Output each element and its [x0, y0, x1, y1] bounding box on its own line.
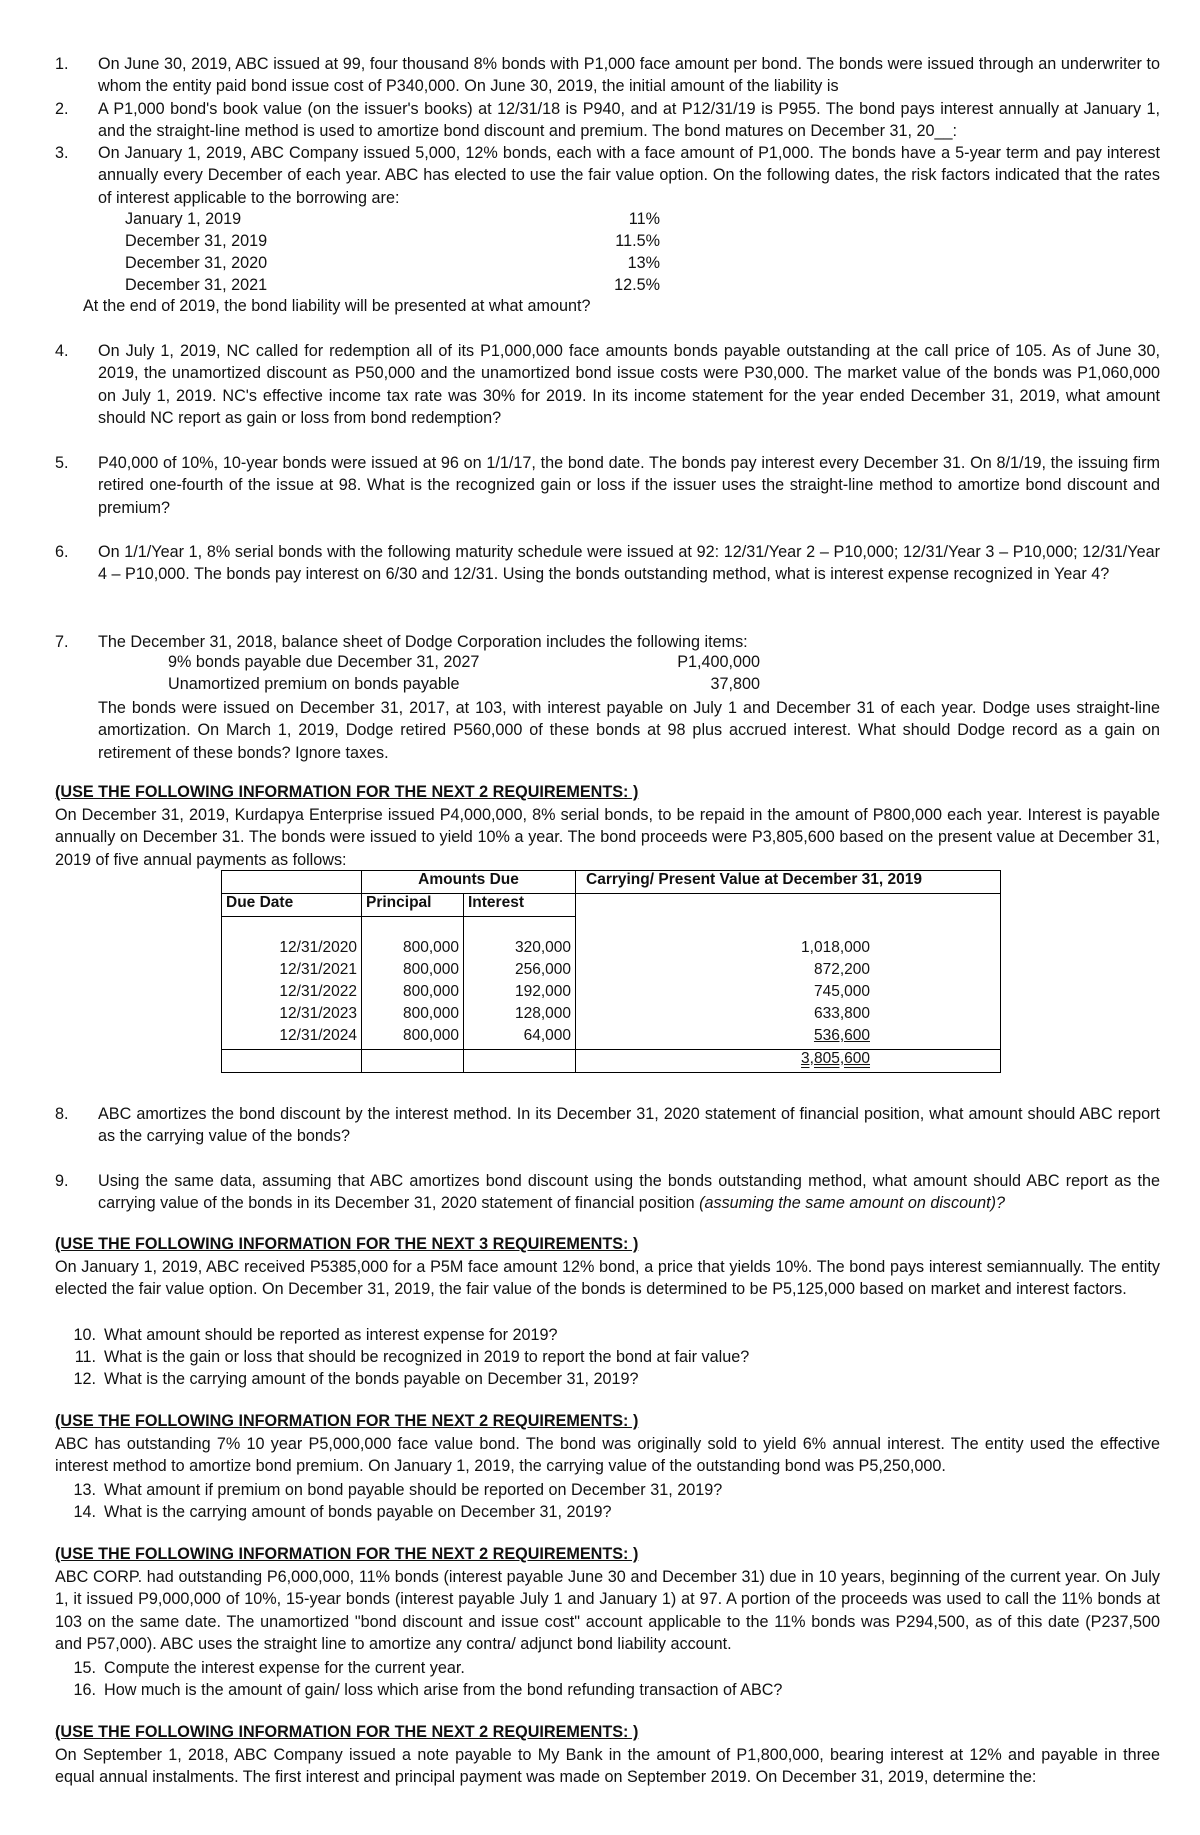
cell-principal: 800,000	[362, 1005, 464, 1027]
question-text: A P1,000 bond's book value (on the issuer's books) at 12/31/18 is P940, and at P12/31/19 is P955. The bond pays interest annually at January 1, and the straight-line method is used to amortize bond discount and premium. The bond matures on December 31, 20__:	[98, 100, 1160, 141]
rate-value: 11%	[628, 210, 660, 228]
cell-present-value: 633,800	[576, 1005, 1001, 1027]
question-text: The bonds were issued on December 31, 2017, at 103, with interest payable on July 1 and December 31 of each year. Dodge uses straight-line amortization. On March 1, 2019, Dodge retired P560,000 of these bonds at 98 plus accrued interest. What should Dodge record as a gain on retirement of these bonds? Ignore taxes.	[98, 699, 1160, 762]
total-present-value: 3,805,600	[801, 1050, 870, 1067]
sub-question-10	[68, 1324, 558, 1346]
sub-question-text: What is the carrying amount of bonds payable on December 31, 2019?	[104, 1503, 612, 1521]
sub-question-11	[68, 1346, 749, 1368]
question-number: 5.	[55, 454, 69, 472]
question-9	[55, 1170, 1160, 1215]
cell-present-value: 745,000	[576, 983, 1001, 1005]
question-text: P40,000 of 10%, 10-year bonds were issued at 96 on 1/1/17, the bond date. The bonds pay interest every December 31. On 8/1/19, the issuing firm retired one-fourth of the issue at 98. What is the recognized gain or loss if the issuer uses the straight-line method to amortize bond discount and premium?	[98, 454, 1160, 517]
cell-total	[576, 1050, 1001, 1073]
sub-question-number: 14.	[73, 1503, 96, 1521]
cell-interest: 128,000	[464, 1005, 576, 1027]
table-row	[222, 961, 1001, 983]
question-4	[55, 340, 1160, 429]
header-principal: Principal	[362, 894, 464, 917]
rate-date: December 31, 2019	[125, 232, 268, 250]
cell-due-date: 12/31/2023	[222, 1005, 362, 1027]
question-7	[55, 631, 1160, 653]
table-cell-empty	[576, 894, 1001, 917]
question-intro: The December 31, 2018, balance sheet of Dodge Corporation includes the following items:	[98, 633, 748, 651]
cell-present-value: 1,018,000	[576, 939, 1001, 961]
table-cell-empty	[464, 917, 576, 940]
question-3	[55, 142, 1160, 209]
question-number: 4.	[55, 342, 69, 360]
sub-question-13	[68, 1479, 722, 1501]
cell-interest: 320,000	[464, 939, 576, 961]
table-cell-empty	[362, 917, 464, 940]
cell-present-value: 872,200	[576, 961, 1001, 983]
sub-question-12	[68, 1368, 639, 1390]
sub-question-text: Compute the interest expense for the current year.	[104, 1659, 465, 1677]
question-number: 2.	[55, 100, 69, 118]
section-text: ABC has outstanding 7% 10 year P5,000,000 face value bond. The bond was originally sold to yield 6% annual interest. The entity used the effective interest method to amortize bond premium. On January 1, 2019, the carrying value of the outstanding bond was P5,250,000.	[55, 1435, 1160, 1476]
cell-present-value	[576, 1027, 1001, 1050]
balance-item-value: P1,400,000	[677, 653, 760, 671]
question-text: On 1/1/Year 1, 8% serial bonds with the following maturity schedule were issued at 92: 12/31/Year 2 – P10,000; 12/31/Year 3 – P10,000; 12/31/Year 4 – P10,000. The bonds pay interest on 6/30 and 12/31. Using the bonds outstanding method, what is interest expense recognized in Year 4?	[98, 543, 1160, 584]
cell-due-date: 12/31/2024	[222, 1027, 362, 1050]
sub-question-text: How much is the amount of gain/ loss which arise from the bond refunding transaction of ABC?	[104, 1681, 783, 1699]
sub-question-number: 16.	[73, 1681, 96, 1699]
table-row	[222, 939, 1001, 961]
question-7-body	[55, 697, 1160, 764]
header-due-date: Due Date	[222, 894, 362, 917]
cell-due-date: 12/31/2020	[222, 939, 362, 961]
question-text: On January 1, 2019, ABC Company issued 5,000, 12% bonds, each with a face amount of P1,000. The bonds have a 5-year term and pay interest annually every December of each year. ABC has elected to use the fair value option. On the following dates, the risk factors indicated that the rates of interest applicable to the borrowing are:	[98, 144, 1160, 207]
question-2	[55, 98, 1160, 143]
cell-principal: 800,000	[362, 983, 464, 1005]
cell-principal: 800,000	[362, 1027, 464, 1050]
section-header: (USE THE FOLLOWING INFORMATION FOR THE NEXT 2 REQUIREMENTS: )	[55, 1545, 639, 1563]
balance-item-value: 37,800	[710, 675, 760, 693]
sub-question-14	[68, 1501, 612, 1523]
section-text: ABC CORP. had outstanding P6,000,000, 11% bonds (interest payable June 30 and December 31) due in 10 years, beginning of the current year. On July 1, it issued P9,000,000 of 10%, 15-year bonds (interest payable July 1 and January 1) at 97. A portion of the proceeds was used to call the 11% bonds at 103 on the same date. The unamortized "bond discount and issue cost" account applicable to the 11% bonds was P294,500, as of this date (P237,500 and P57,000). ABC uses the straight line to amortize any contra/ adjunct bond liability account.	[55, 1568, 1160, 1653]
question-1	[55, 53, 1160, 98]
question-number: 8.	[55, 1105, 69, 1123]
section-header: (USE THE FOLLOWING INFORMATION FOR THE NEXT 2 REQUIREMENTS: )	[55, 1412, 639, 1430]
question-number: 3.	[55, 144, 69, 162]
table-cell-empty	[576, 917, 1001, 940]
question-number: 6.	[55, 543, 69, 561]
sub-question-15	[68, 1657, 465, 1679]
section-header: (USE THE FOLLOWING INFORMATION FOR THE NEXT 2 REQUIREMENTS: )	[55, 783, 639, 801]
question-text-main: Using the same data, assuming that ABC amortizes bond discount using the bonds outstanding method, what amount should ABC report as the carrying value of the bonds in its December 31, 2020 statement of financial position	[98, 1172, 1160, 1213]
sub-question-number: 15.	[73, 1659, 96, 1677]
sub-question-text: What is the carrying amount of the bonds payable on December 31, 2019?	[104, 1370, 639, 1388]
header-amounts-due: Amounts Due	[362, 871, 576, 894]
sub-question-number: 12.	[73, 1370, 96, 1388]
question-number: 9.	[55, 1172, 69, 1190]
rate-value: 11.5%	[615, 232, 660, 250]
cell-due-date: 12/31/2022	[222, 983, 362, 1005]
section-header: (USE THE FOLLOWING INFORMATION FOR THE NEXT 3 REQUIREMENTS: )	[55, 1235, 639, 1253]
question-3-prompt: At the end of 2019, the bond liability will be presented at what amount?	[83, 297, 591, 315]
table-row	[222, 1005, 1001, 1027]
question-text: On July 1, 2019, NC called for redemption all of its P1,000,000 face amounts bonds payable outstanding at the call price of 105. As of June 30, 2019, the unamortized discount as P50,000 and the unamortized bond issue costs were P30,000. The market value of the bonds was P1,060,000 on July 1, 2019. NC's effective income tax rate was 30% for 2019. In its income statement for the year ended December 31, 2019, what amount should NC report as gain or loss from bond redemption?	[98, 342, 1160, 427]
rate-date: January 1, 2019	[125, 210, 242, 228]
cell-present-value-text: 536,600	[813, 1027, 870, 1044]
table-cell-empty	[464, 1050, 576, 1073]
cell-interest: 64,000	[464, 1027, 576, 1050]
sub-question-number: 10.	[73, 1326, 96, 1344]
sub-question-number: 13.	[73, 1481, 96, 1499]
cell-interest: 256,000	[464, 961, 576, 983]
section-text: On September 1, 2018, ABC Company issued a note payable to My Bank in the amount of P1,800,000, bearing interest at 12% and payable in three equal annual instalments. The first interest and principal payment was made on September 2019. On December 31, 2019, determine the:	[55, 1746, 1160, 1787]
table-cell-empty	[362, 1050, 464, 1073]
balance-item-label: 9% bonds payable due December 31, 2027	[168, 653, 480, 671]
question-number: 7.	[55, 633, 69, 651]
cell-due-date: 12/31/2021	[222, 961, 362, 983]
cell-interest: 192,000	[464, 983, 576, 1005]
question-text: ABC amortizes the bond discount by the interest method. In its December 31, 2020 statement of financial position, what amount should ABC report as the carrying value of the bonds?	[98, 1105, 1160, 1146]
section-text: On December 31, 2019, Kurdapya Enterprise issued P4,000,000, 8% serial bonds, to be repaid in the amount of P800,000 each year. Interest is payable annually on December 31. The bonds were issued to yield 10% a year. The bond proceeds were P3,805,600 based on the present value at December 31, 2019 of five annual payments as follows:	[55, 806, 1160, 869]
table-row	[222, 1027, 1001, 1050]
table-cell-empty	[222, 917, 362, 940]
table-cell-empty	[222, 871, 362, 894]
sub-question-16	[68, 1679, 782, 1701]
section-text: On January 1, 2019, ABC received P5385,000 for a P5M face amount 12% bond, a price that yields 10%. The bond pays interest semiannually. The entity elected the fair value option. On December 31, 2019, the fair value of the bonds is determined to be P5,125,000 based on market and interest factors.	[55, 1258, 1160, 1299]
sub-question-text: What amount should be reported as interest expense for 2019?	[104, 1326, 558, 1344]
rate-date: December 31, 2020	[125, 254, 268, 272]
sub-question-text: What amount if premium on bond payable should be reported on December 31, 2019?	[104, 1481, 723, 1499]
question-5	[55, 452, 1160, 519]
balance-item-label: Unamortized premium on bonds payable	[168, 675, 460, 693]
section-header: (USE THE FOLLOWING INFORMATION FOR THE NEXT 2 REQUIREMENTS: )	[55, 1723, 639, 1741]
rate-value: 12.5%	[614, 276, 660, 294]
question-number: 1.	[55, 55, 69, 73]
header-carrying-value: Carrying/ Present Value at December 31, 2019	[576, 871, 1001, 894]
question-6	[55, 541, 1160, 586]
sub-question-text: What is the gain or loss that should be recognized in 2019 to report the bond at fair value?	[104, 1348, 750, 1366]
question-text-italic: (assuming the same amount on discount)?	[699, 1194, 1006, 1213]
header-interest: Interest	[464, 894, 576, 917]
question-text	[98, 1170, 1160, 1215]
sub-question-number: 11.	[74, 1348, 96, 1366]
cell-principal: 800,000	[362, 939, 464, 961]
payment-schedule-table	[221, 870, 1001, 1073]
table-row	[222, 983, 1001, 1005]
cell-principal: 800,000	[362, 961, 464, 983]
table-cell-empty	[222, 1050, 362, 1073]
rate-value: 13%	[627, 254, 660, 272]
question-8	[55, 1103, 1160, 1148]
table-total-row	[222, 1050, 1001, 1073]
rate-date: December 31, 2021	[125, 276, 268, 294]
question-text: On June 30, 2019, ABC issued at 99, four thousand 8% bonds with P1,000 face amount per bond. The bonds were issued through an underwriter to whom the entity paid bond issue cost of P340,000. On June 30, 2019, the initial amount of the liability is	[98, 55, 1160, 96]
